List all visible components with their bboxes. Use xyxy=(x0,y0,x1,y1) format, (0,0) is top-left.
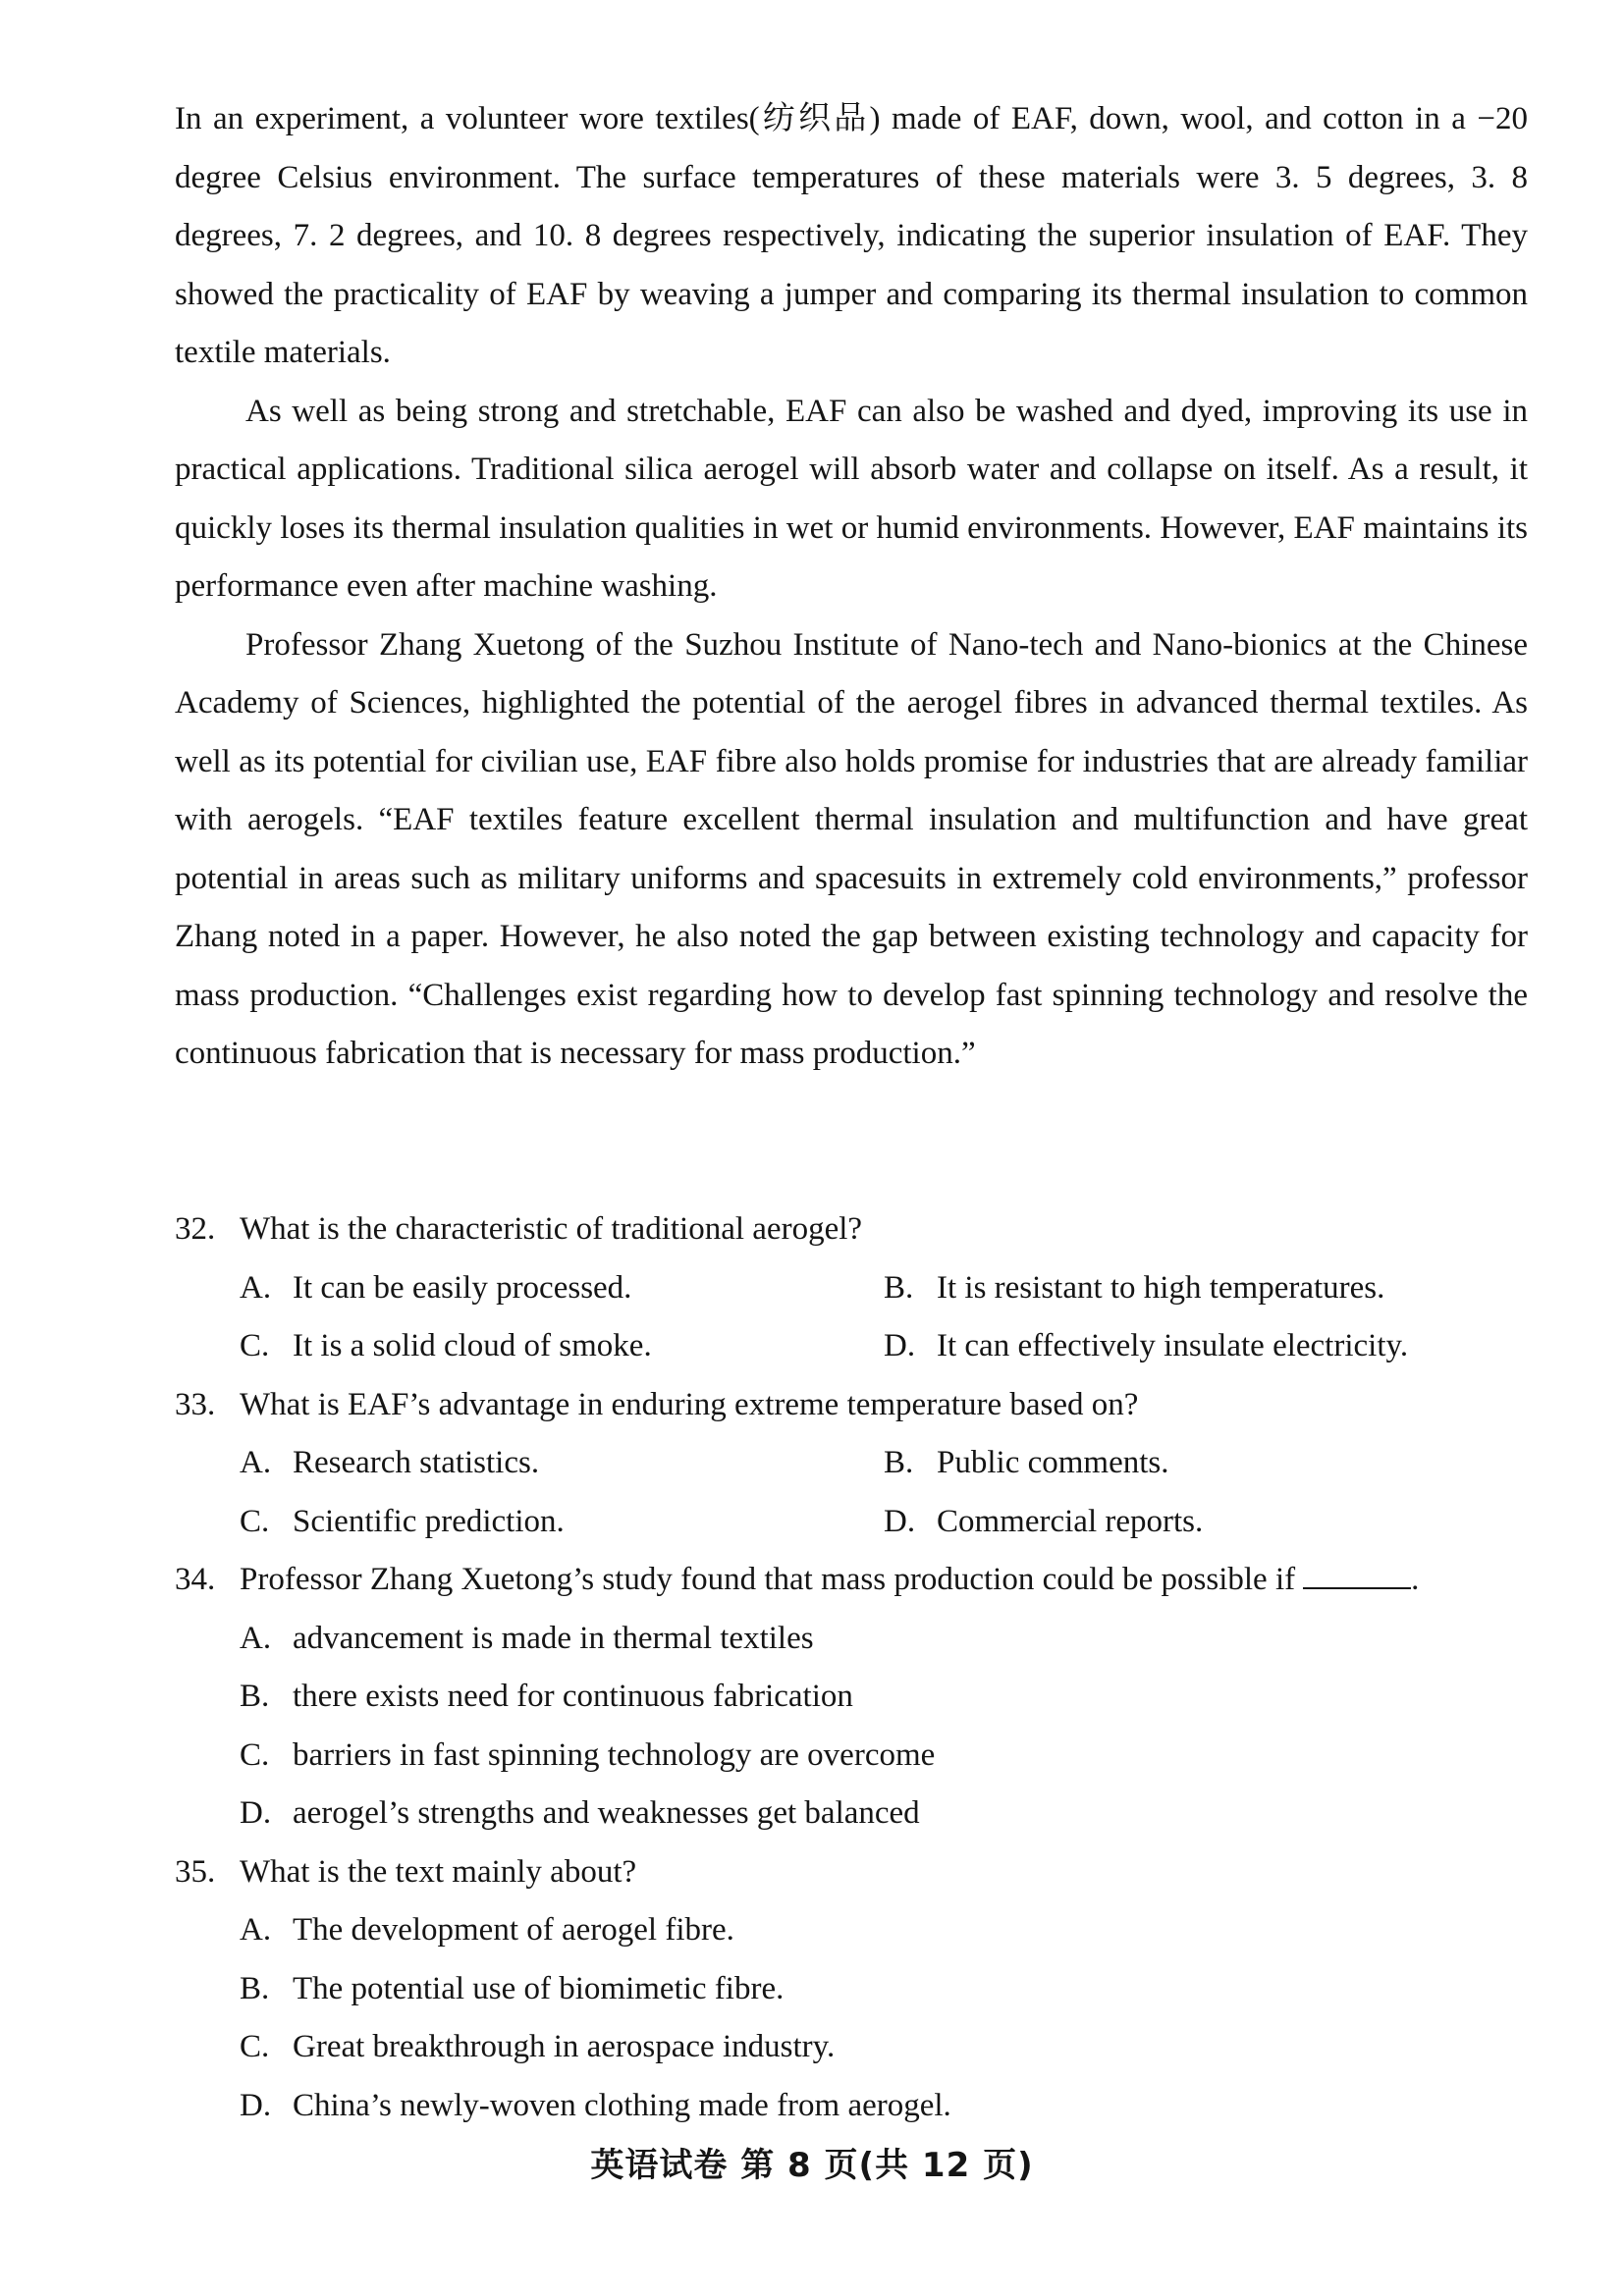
option-letter: C. xyxy=(240,2029,270,2064)
option-b[interactable] xyxy=(884,1259,1384,1318)
option-text: aerogel’s strengths and weaknesses get balanced xyxy=(293,1795,920,1831)
question-stem-end: . xyxy=(1411,1562,1420,1597)
answer-blank xyxy=(1303,1558,1411,1589)
option-a[interactable] xyxy=(240,1434,539,1493)
option-text: barriers in fast spinning technology are overcome xyxy=(293,1736,936,1773)
option-a[interactable] xyxy=(240,1259,631,1318)
question-32 xyxy=(175,1201,1528,1376)
option-a[interactable] xyxy=(175,1901,1528,1960)
option-text: Research statistics. xyxy=(293,1445,540,1480)
option-text: It is a solid cloud of smoke. xyxy=(293,1328,652,1363)
option-letter: C. xyxy=(240,1503,270,1539)
option-letter: A. xyxy=(240,1445,272,1480)
question-list xyxy=(175,1201,1528,2135)
option-c[interactable] xyxy=(240,1317,652,1376)
passage-paragraph-3: Professor Zhang Xuetong of the Suzhou Institute of Nano-tech and Nano-bionics at the Chinese Academy of Sciences, highlighted the potential of the aerogel fibres in advanced thermal textiles. As well as its potential for civilian use, EAF fibre also holds promise for industries that are already familiar with aerogels. “EAF textiles feature excellent thermal insulation and multifunction and have great potential in areas such as military uniforms and spacesuits in extremely cold environments,” professor Zhang noted in a paper. However, he also noted the gap between existing technology and capacity for mass production. “Challenges exist regarding how to develop fast spinning technology and resolve the continuous fabrication that is necessary for mass production.” xyxy=(175,626,1528,1071)
question-number: 35. xyxy=(175,1853,216,1890)
option-b[interactable] xyxy=(175,1960,1528,2019)
option-d[interactable] xyxy=(175,1785,1528,1843)
option-letter: D. xyxy=(884,1328,916,1363)
question-stem: What is EAF’s advantage in enduring extreme temperature based on? xyxy=(240,1386,1139,1422)
option-c[interactable] xyxy=(240,1493,565,1552)
question-number: 33. xyxy=(175,1386,216,1422)
option-letter: B. xyxy=(240,1679,270,1714)
option-text: Scientific prediction. xyxy=(293,1503,565,1539)
option-letter: A. xyxy=(240,1912,272,1948)
option-text: Great breakthrough in aerospace industry. xyxy=(293,2029,836,2064)
option-letter: B. xyxy=(240,1970,270,2006)
option-text: Public comments. xyxy=(937,1445,1169,1480)
option-text: there exists need for continuous fabrication xyxy=(293,1679,853,1714)
question-35 xyxy=(175,1843,1528,2136)
passage-paragraph-1: In an experiment, a volunteer wore textiles(纺织品) made of EAF, down, wool, and cotton in a −20 degree Celsius environment. The surface temperatures of these materials were 3. 5 degrees, 3. 8 degrees, 7. 2 degrees, and 10. 8 degrees respectively, indicating the superior insulation of EAF. They showed the practicality of EAF by weaving a jumper and comparing its thermal insulation to common textile materials. xyxy=(175,101,1528,370)
question-34 xyxy=(175,1551,1528,1843)
question-stem: What is the text mainly about? xyxy=(240,1853,637,1890)
option-letter: D. xyxy=(884,1503,916,1539)
option-b[interactable] xyxy=(884,1434,1168,1493)
option-letter: C. xyxy=(240,1328,270,1363)
option-text: The potential use of biomimetic fibre. xyxy=(293,1970,785,2006)
option-c[interactable] xyxy=(175,2018,1528,2077)
option-letter: B. xyxy=(884,1445,914,1480)
passage-paragraph-2: As well as being strong and stretchable, EAF can also be washed and dyed, improving its use in practical applications. Traditional silica aerogel will absorb water and collapse on itself. As a result, it quickly loses its thermal insulation qualities in wet or humid environments. However, EAF maintains its performance even after machine washing. xyxy=(175,393,1528,604)
option-letter: B. xyxy=(884,1269,914,1306)
question-stem: Professor Zhang Xuetong’s study found that mass production could be possible if xyxy=(240,1562,1296,1597)
option-text: Commercial reports. xyxy=(937,1503,1204,1539)
option-text: China’s newly-woven clothing made from aerogel. xyxy=(293,2087,951,2123)
option-text: The development of aerogel fibre. xyxy=(293,1912,734,1948)
option-text: It can effectively insulate electricity. xyxy=(937,1328,1409,1363)
option-text: advancement is made in thermal textiles xyxy=(293,1620,814,1656)
question-number: 32. xyxy=(175,1211,216,1247)
question-stem: What is the characteristic of traditional aerogel? xyxy=(240,1211,863,1247)
option-a[interactable] xyxy=(175,1610,1528,1669)
option-d[interactable] xyxy=(884,1317,1408,1376)
option-letter: D. xyxy=(240,1795,272,1831)
page-footer: 英语试卷 第 8 页(共 12 页) xyxy=(590,2146,1034,2185)
option-letter: A. xyxy=(240,1620,272,1656)
option-letter: D. xyxy=(240,2087,272,2123)
option-letter: A. xyxy=(240,1269,272,1306)
option-text: It is resistant to high temperatures. xyxy=(937,1269,1385,1306)
question-number: 34. xyxy=(175,1562,216,1597)
option-d[interactable] xyxy=(175,2077,1528,2136)
option-d[interactable] xyxy=(884,1493,1203,1552)
option-b[interactable] xyxy=(175,1668,1528,1727)
option-letter: C. xyxy=(240,1736,270,1773)
option-text: It can be easily processed. xyxy=(293,1269,632,1306)
option-c[interactable] xyxy=(175,1727,1528,1786)
question-33 xyxy=(175,1376,1528,1552)
reading-passage xyxy=(175,90,1528,1084)
